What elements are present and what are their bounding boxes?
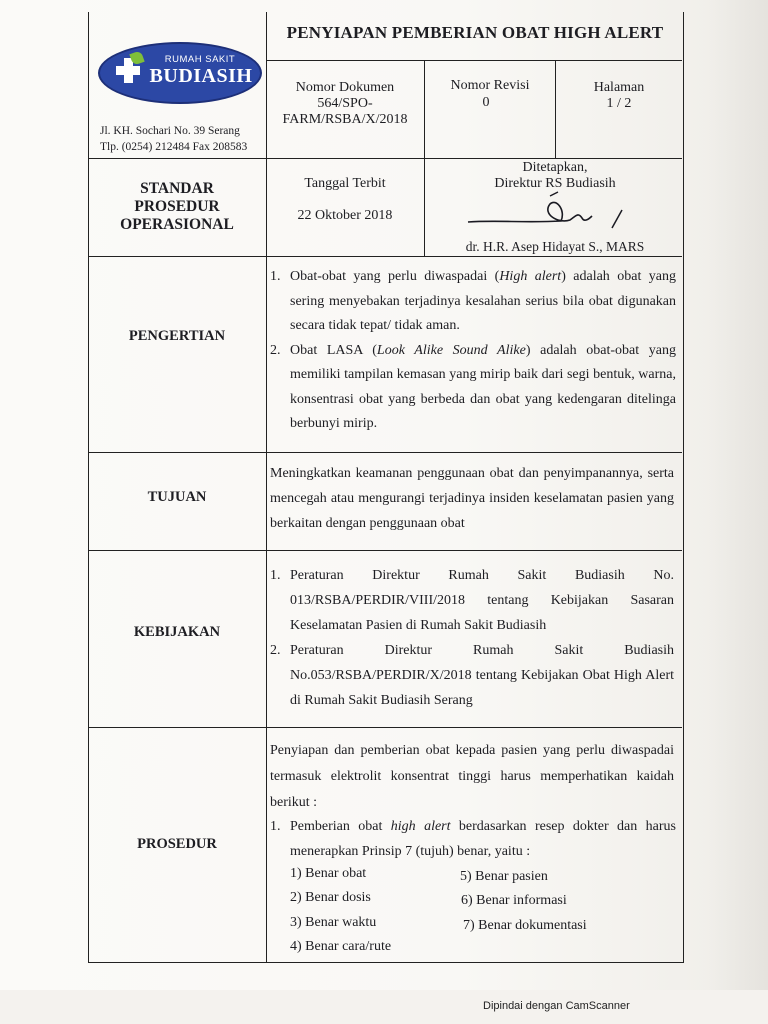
prosedur-intro: Penyiapan dan pemberian obat kepada pasien yang perlu diwaspadai termasuk elektrolit konsentrat tinggi harus memperhatikan kaidah berikut : (270, 743, 674, 810)
right-item: 6) Benar informasi (461, 893, 567, 908)
list-item: 2. Peraturan Direktur Rumah Sakit Budiasih No.053/RSBA/PERDIR/X/2018 tentang Kebijakan Obat High Alert di Rumah Sakit Budiasih Serang (270, 643, 674, 708)
signatory-name: dr. H.R. Asep Hidayat S., MARS (465, 239, 645, 254)
established-label: Ditetapkan, (522, 160, 588, 175)
page-value: 1 / 2 (606, 96, 632, 111)
list-item: 1. Obat-obat yang perlu diwaspadai (High alert) adalah obat yang sering menyebakan terjadinya kesalahan serius bila obat digunakan secara tidak tepat/ tidak aman. (270, 269, 676, 333)
issue-date-value: 22 Oktober 2018 (297, 208, 393, 223)
pengertian-list (270, 265, 676, 437)
rule-kebijakan-bottom (88, 727, 682, 728)
right-item: 5) Benar pasien (460, 869, 548, 884)
director-title: Direktur RS Budiasih (494, 176, 616, 191)
list-item: 2. Obat LASA (Look Alike Sound Alike) adalah obat-obat yang memiliki tampilan kemasan yang mirip baik dari segi bentuk, warna, konsentrasi obat yang berbeda dan obat yang kedengaran ditelinga berbunyi mirip. (270, 342, 676, 431)
rule-title-bottom (266, 60, 682, 61)
right-item: 7) Benar dokumentasi (463, 918, 587, 933)
right-item: 4) Benar cara/rute (290, 939, 392, 954)
right-item: 1) Benar obat (290, 866, 367, 881)
doc-number-label: Nomor Dokumen (295, 80, 395, 95)
page-shadow (708, 0, 768, 990)
page-label: Halaman (593, 80, 645, 95)
revision-label: Nomor Revisi (450, 78, 530, 93)
kebijakan-label: KEBIJAKAN (133, 624, 221, 640)
right-item: 3) Benar waktu (290, 915, 377, 930)
rule-sop-bottom (88, 256, 682, 257)
logo-top-text: RUMAH SAKIT (164, 54, 236, 65)
scanner-watermark: Dipindai dengan CamScanner (483, 1000, 630, 1012)
revision-value: 0 (482, 95, 490, 110)
kebijakan-list (270, 563, 674, 713)
list-item: 1. Peraturan Direktur Rumah Sakit Budiasih No. 013/RSBA/PERDIR/VIII/2018 tentang Kebijakan Sasaran Keselamatan Pasien di Rumah Sakit Budiasih (270, 568, 674, 633)
pengertian-label: PENGERTIAN (128, 328, 226, 344)
director-signature (466, 190, 636, 238)
right-item: 2) Benar dosis (290, 890, 371, 905)
prosedur-list (270, 815, 676, 864)
seven-rights-list (290, 862, 670, 962)
prosedur-label: PROSEDUR (137, 836, 217, 852)
hospital-address (100, 124, 247, 155)
rule-tujuan-bottom (88, 550, 682, 551)
issue-date-label: Tanggal Terbit (304, 176, 386, 191)
tujuan-text: Meningkatkan keamanan penggunaan obat dan penyimpanannya, serta mencegah atau mengurangi terjadinya insiden keselamatan pasien yang berkaitan dengan penggunaan obat (270, 466, 674, 531)
rule-label-column (266, 12, 267, 962)
doc-number-value-2: FARM/RSBA/X/2018 (282, 112, 408, 127)
tujuan-label: TUJUAN (147, 489, 207, 505)
list-item: 1. Pemberian obat high alert berdasarkan resep dokter dan harus menerapkan Prinsip 7 (tujuh) benar, yaitu : (270, 819, 676, 859)
sop-label: STANDAR PROSEDUR OPERASIONAL (120, 180, 234, 233)
address-line-2: Tlp. (0254) 212484 Fax 208583 (100, 140, 248, 153)
address-line-1: Jl. KH. Sochari No. 39 Serang (100, 125, 240, 137)
rule-pengertian-bottom (88, 452, 682, 453)
doc-number-value-1: 564/SPO- (317, 96, 373, 111)
hospital-logo (98, 42, 262, 104)
document-title: PENYIAPAN PEMBERIAN OBAT HIGH ALERT (286, 23, 664, 42)
logo-name: BUDIASIH (149, 65, 253, 87)
